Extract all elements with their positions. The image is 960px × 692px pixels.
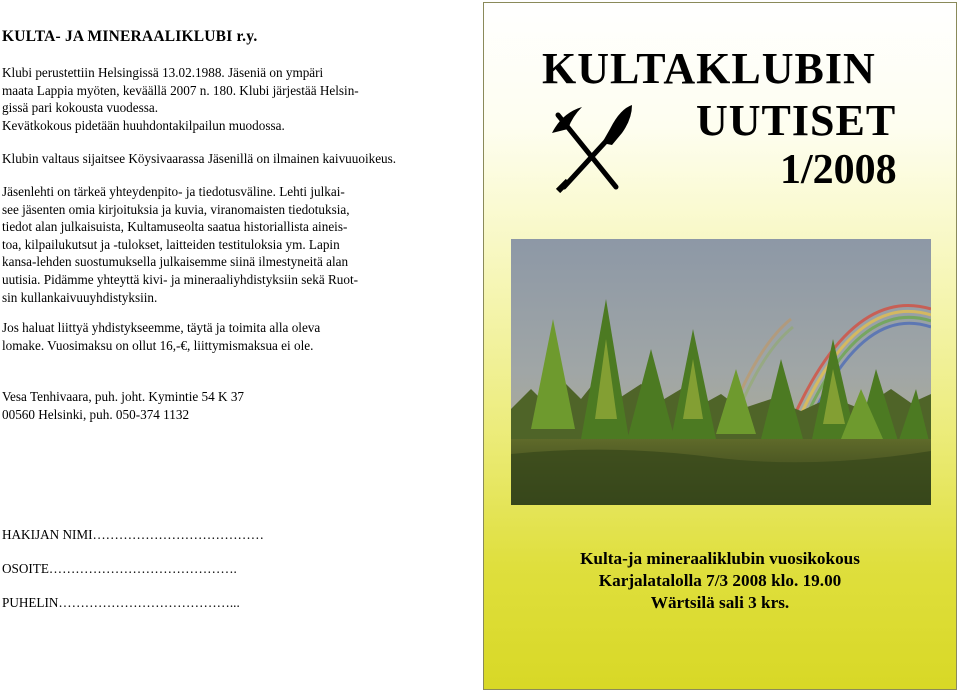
membership-paragraph: Jos haluat liittyä yhdistykseemme, täytä ja toimita alla oleva lomake. Vuosimaksu on ollut 16,-€, liittymismaksua ei ole. [2,320,321,353]
rainbow-forest-photo [511,239,931,505]
address-field[interactable]: OSOITE……………………………………. [2,561,237,576]
meeting-place-time: Karjalatalolla 7/3 2008 klo. 19.00 [598,571,842,590]
cover-title-line1: KULTAKLUBIN [542,44,876,93]
meeting-title: Kulta-ja mineraaliklubin vuosikokous [580,549,860,568]
cover-title-line2: UUTISET [696,96,897,145]
applicant-name-field[interactable]: HAKIJAN NIMI………………………………… [2,527,264,542]
pick-and-shovel-icon [550,103,634,193]
meeting-room: Wärtsilä sali 3 krs. [650,593,790,612]
claim-paragraph: Klubin valtaus sijaitsee Köysivaarassa Jäsenillä on ilmainen kaivuuoikeus. [2,151,397,166]
club-history-paragraph: Klubi perustettiin Helsingissä 13.02.1988. Jäseniä on ympäri maata Lappia myöten, keväällä 2007 n. 180. Klubi järjestää Helsin- gissä pari kokousta vuodessa. Kevätkokous pidetään huuhdontakilpailun muodossa. [2,65,359,133]
contact-paragraph: Vesa Tenhivaara, puh. joht. Kymintie 54 K 37 00560 Helsinki, puh. 050-374 1132 [2,389,245,422]
phone-field[interactable]: PUHELIN…………………………………... [2,595,240,610]
newsletter-paragraph: Jäsenlehti on tärkeä yhteydenpito- ja tiedotusväline. Lehti julkai- see jäsenten omia kirjoituksia ja kuvia, viranomaisten tiedotuksia, tiedot alan julkaisuista, Kultamuseolta saatua historiallista aineis- toa, kilpailukutsut ja -tulokset, laitteiden testituloksia ym. Lapin kansa-lehden suostumuksella julkaisemme siinä ilmestyneitä alan uutisia. Pidämme yhteyttä kivi- ja mineraaliyhdistyksiin sekä Ruot- sin kullankaivuuyhdistyksiin. [2,184,359,305]
cover-issue-number: 1/2008 [780,147,897,193]
newsletter-cover [483,2,957,690]
club-info-column [0,0,470,692]
club-title: KULTA- JA MINERAALIKLUBI r.y. [2,28,258,45]
